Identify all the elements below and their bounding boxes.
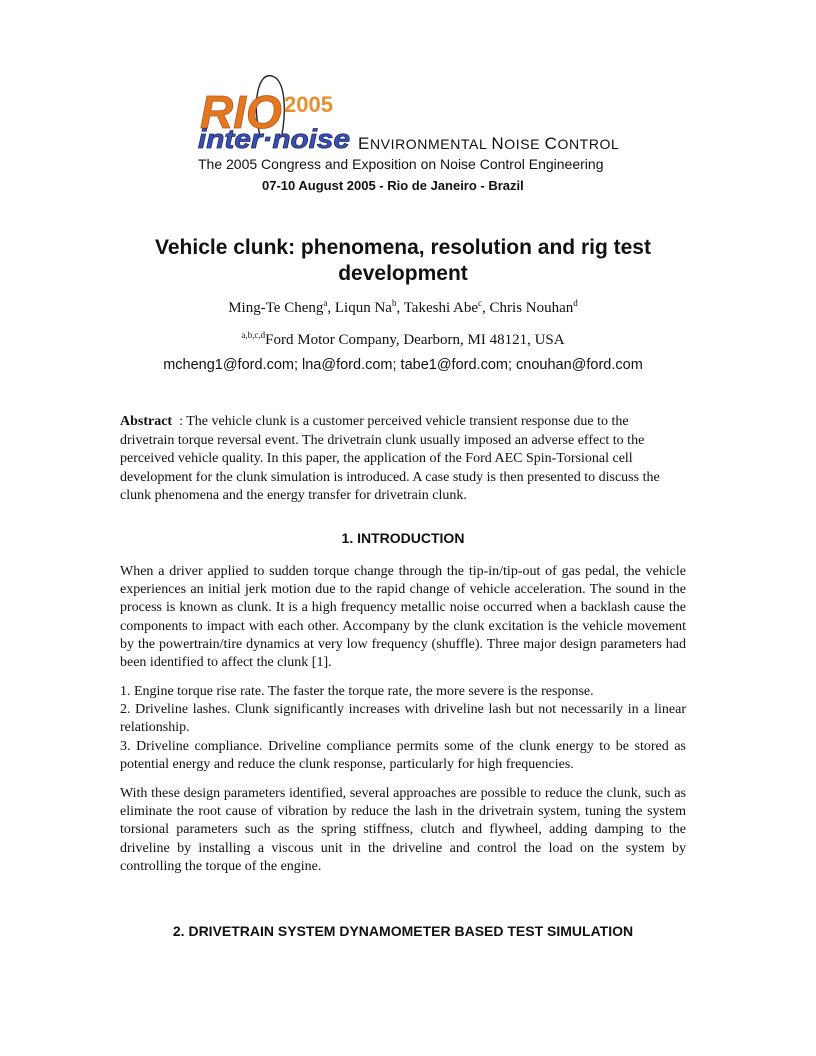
logo-brand-text: inter·noise [198,124,350,154]
author-list: Ming-Te Cheng$^a$, Liqun Na$^b$, Takeshi Abe$^c$, Chris Nouhan$^d$ [228,298,578,316]
author-emails[interactable]: mcheng1@ford.com; lna@ford.com; tabe1@ford.com; cnouhan@ford.com [163,357,643,373]
logo-year-text: 2005 [284,92,333,117]
author-name: Liqun Na [334,300,392,316]
section-heading-drivetrain: 2. DRIVETRAIN SYSTEM DYNAMOMETER BASED TEST SIMULATION [172,923,634,939]
conference-date-location: 07-10 August 2005 - Rio de Janeiro - Brazil [262,178,524,193]
internoise-rio-2005-logo [190,72,360,160]
author-name: Takeshi Abe [403,300,479,316]
section-heading-introduction: 1. INTRODUCTION [341,530,465,546]
list-item: 3. Driveline compliance. Driveline compliance permits some of the clunk energy to be stored as potential energy and reduce the clunk response, particularly for high frequencies. [120,738,686,772]
paper-title: Vehicle clunk: phenomena, resolution and rig test development [155,236,651,285]
affiliation: $^{a,b,c,d}$Ford Motor Company, Dearborn, MI 48121, USA [241,330,565,348]
list-item: 2. Driveline lashes. Clunk significantly increases with driveline lash but not necessarily in a linear relationship. [120,702,686,736]
author-name: Chris Nouhan [489,300,574,316]
list-item: 1. Engine torque rise rate. The faster the torque rate, the more severe is the response. [120,684,594,699]
abstract-label: Abstract [120,414,173,429]
conference-subtitle: The 2005 Congress and Exposition on Noise Control Engineering [198,156,604,172]
conference-theme: ENVIRONMENTAL NOISE CONTROL [358,134,620,153]
logo-rio-text: RIO [200,86,282,138]
intro-paragraph-1: When a driver applied to sudden torque change through the tip-in/tip-out of gas pedal, the vehicle experiences an initial jerk motion due to the rapid change of vehicle acceleration. The sound in the process is known as clunk. It is a high frequency metallic noise occurred when a backlash cause the components to impact with each other. Accompany by the clunk excitation is the vehicle movement by the powertrain/tire dynamics at very low frequency (shuffle). Three major design parameters had been identified to affect the clunk [1]. [120,564,686,671]
design-parameter-list [120,683,686,774]
abstract-text: : The vehicle clunk is a customer perceived vehicle transient response due to the drivetrain torque reversal event. The drivetrain clunk usually imposed an adverse effect to the perceived vehicle quality. In this paper, the application of the Ford AEC Spin-Torsional cell development for the clunk simulation is introduced. A case study is then presented to discuss the clunk phenomena and the energy transfer for drivetrain clunk. [120,414,664,503]
author-name: Ming-Te Cheng [228,300,324,316]
abstract [120,413,668,506]
intro-paragraph-2: With these design parameters identified, several approaches are possible to reduce the clunk, such as eliminate the root cause of vibration by reduce the lash in the drivetrain system, tuning the system torsional parameters such as the spring stiffness, clutch and flywheel, adding damping to the driveline by installing a viscous unit in the driveline and control the load on the system by controlling the torque of the engine. [120,786,686,874]
